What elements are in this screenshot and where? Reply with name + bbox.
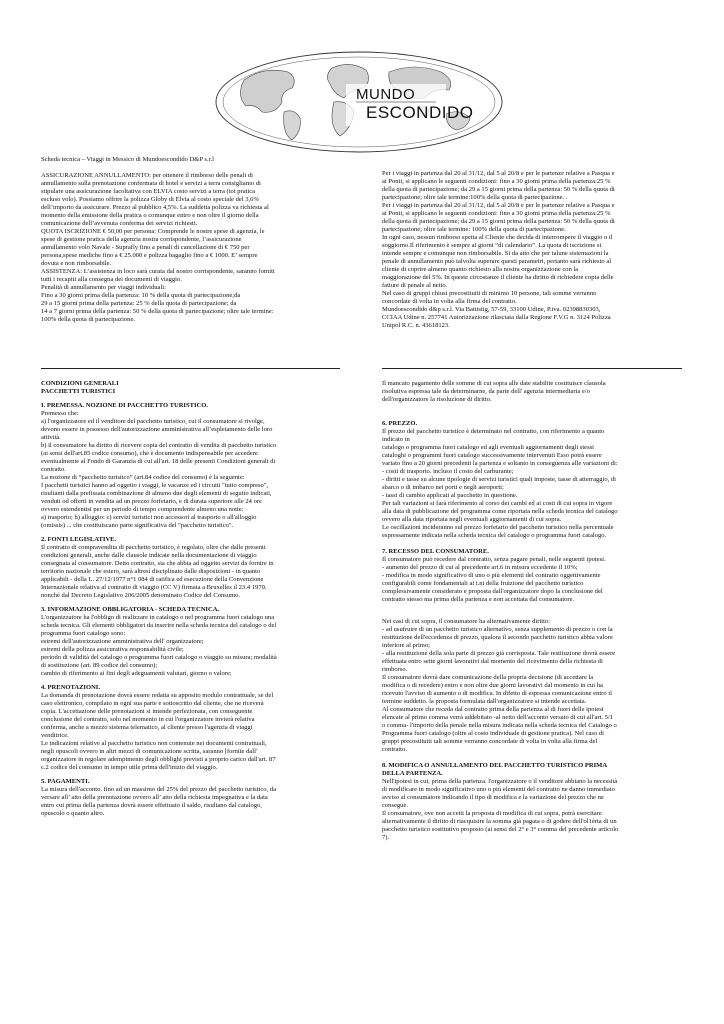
line: sbarco o di imbarco nei porti e negli aeroporti; [382, 484, 504, 491]
line: inferiore al primo; [382, 642, 430, 649]
line: concordate di volta in volta alla firma del contratto. [382, 298, 517, 305]
line: Il consumatore può recedere dal contratto, senza pagare penali, nelle seguenti ipotesi. [382, 556, 606, 563]
line: Le oscillazioni incideranno sul prezzo forfetario del pacchetto turistico nella percentuale [382, 524, 614, 531]
line: Programma fuori catalogo (oltre al costo individuale di gestione pratica). Nel caso di [382, 730, 604, 737]
line: Per tali variazioni si farà riferimento al corso dei cambi ed ai costi di cui sopra in vigore [382, 500, 613, 507]
line: territorio nazionale che estero, sarà altresì disciplinato dalle disposizioni - in quanto [41, 568, 261, 575]
line: Nell'ipotesi in cui, prima della partenza. l'organizzatore o il venditore abbiano la necessità [382, 778, 618, 785]
line: ovvero estendentisi per un periodo di tempo comprendente almeno una notte: [41, 506, 244, 513]
line: Nei casi di cui sopra, il consumatore ha alternativamente diritto: [382, 618, 550, 625]
line: modifica o di recedere) entro e non oltre due giorni lavorativi dal momento in cui ha [382, 682, 603, 689]
line: dell'organizzatore la risoluzione di diritto. [382, 396, 492, 403]
line: maggiorazione del 5%. In queste circostanze il cliente ha diritto di richiedere copia delle [382, 274, 614, 281]
line: ovvero alla data riportata negli eventuali aggiornamenti di cui sopra. [382, 516, 562, 523]
line: variato fino a 20 giorni precedenti la partenza e soltanto in conseguenza alle variazioni di: [382, 460, 618, 467]
line: Il prezzo del pacchetto turistico è determinato nel contratto, con riferimento a quanto [382, 428, 605, 435]
line: consegue. [382, 802, 408, 809]
line: b) il consumatore ha diritto di ricevere copia del contratto di vendita di pacchetto turistico [41, 442, 277, 449]
line: consegnata al consumatore. Detto contratto, sia che abbia ad oggetto servizi da fornire in [41, 560, 274, 567]
line: comunicazione dell’avvenuta conferma dei servizi richiesti. [41, 220, 198, 227]
section-4-title: 4. PRENOTAZIONI. [41, 684, 100, 691]
line: Penalità di annullamento per viaggi individuali: [41, 284, 166, 291]
line: escluso volo). Possiamo offrire la polizza Globy di Elvia al costo speciale del 3,6% [41, 196, 259, 203]
line: Per i viaggi in partenza dal 20 al 31/12, dal 5 al 20/8 e per le partenze relative a Pasqua e [382, 170, 615, 177]
line: CCIAA Udine n. 257741 Autorizzazione rilasciata dalla Regione F.V.G n. 3124 Polizza [382, 314, 611, 321]
line: persona,spese mediche fino a € 25.000 e polizza bagaglio fino a € 1000. E’ sempre [41, 252, 258, 259]
scheda-lines [41, 172, 336, 324]
line: catalogo o programma fuori catalogo ed agli eventuali aggiornamenti degli stessi [382, 444, 594, 451]
scheda-title: Scheda tecnica – Viaggi in Messico di Mundoescondido D&P s.r.l [41, 156, 214, 163]
line: La misura dell'acconto. fino ad un massimo del 25% del prezzo del pacchetto turistico, da [41, 786, 276, 793]
section-heading: CONDIZIONI GENERALI [41, 380, 119, 387]
line: a) l'organizzatore ed il venditore del pacchetto turistico, cui il consumatore si rivolge, [41, 418, 265, 425]
line: Il consumatore, ove non accetti la proposta di modifica di cui sopra, potrà esercitare [382, 810, 602, 817]
mundo-escondido-logo [214, 50, 504, 154]
line: QUOTA ISCRIZIONE € 50,00 per persona: Comprende le nostre spese di agenzia, le [41, 228, 265, 235]
line: alternativamente il diritto di riacquisire la somma già pagata o di godere dell'ol1èrta di un [382, 818, 617, 825]
line: termine suddetto. la proposta formulata dall'organizzatore si intende accettata. [382, 698, 587, 705]
divider-right [382, 368, 682, 369]
line: In ogni caso, nessun rimborso spetta al Cliente che decida di interrompere il viaggio o il [382, 234, 613, 241]
line: Il contratto di compravendita di pacchetto turistico, è regolato, oltre che dalle presenti [41, 544, 266, 551]
line: ricevuto l'avviso di aumento o di modifica. In difetto di espressa comunicazione entro il [382, 690, 612, 697]
line: elencate al primo comma verrà addebitato -al netto dell'acconto versato di cui all'art. 5/1 [382, 714, 614, 721]
line: della quota di partecipazione; da 29 a 15 giorni prima della partenza: 50 % della quota di [382, 218, 615, 225]
line: estremi della polizza assicurativa responsabilità civile; [41, 646, 184, 653]
line: applicabili - della L. 27/12/1977 n°1 084 di ratifica ed esecuzione della Convenzione [41, 576, 264, 583]
line: gruppi precostituiti tali somme verranno concordate di volta in volta alla firma del [382, 738, 598, 745]
line: o comma- l'importo della penale nella misura indicata nella scheda tecnica del Catalogo o [382, 722, 617, 729]
line: venditrice. [41, 732, 69, 739]
line: versare all’ atto della prenotazione ovvero all’ atto della richiesta impegnativa e la data [41, 794, 268, 801]
logo-text-escondido: ESCONDIDO [366, 103, 474, 122]
line: espressamente indicata nella scheda tecnica del catalogo o programma fuori catalogo. [382, 532, 607, 539]
line: - modifica in modo significativo di uno o più elementi del contratto oggettivamente [382, 572, 601, 579]
line: - tassi di cambio applicati al pacchetto in questione. [382, 492, 518, 499]
line: (omissis) ... che costituiscano parte significativa del "pacchetto turistico". [41, 522, 234, 529]
penali-block [382, 170, 682, 330]
line: partecipazione; oltre tale termine: 100% della quota di partecipazione. [382, 226, 566, 233]
line: - diritti e tasse su alcune tipologie di servizi turistici quali imposte, tasse di atterraggio, di [382, 476, 616, 483]
line: (ai sensi dell'art.85 codice consumo), che è documento indispensabile per accedere [41, 450, 258, 457]
condizioni-generali-left [41, 380, 340, 818]
line: avviso al consumatore indicando il tipo di modifica e la variazione del prezzo che ne [382, 794, 604, 801]
section-heading: PACCHETTI TURISTICI [41, 388, 116, 395]
line: indicato in [382, 436, 410, 443]
line: organizzatore in regolare adempimento degli obblighi previsti a proprio carico dall'art. 87 [41, 756, 276, 763]
condizioni-generali-right [382, 380, 682, 842]
line: Per i viaggi in partenza dal 20 al 31/12, dal 5 al 20/8 e per le partenze relative a Pasqua e [382, 202, 615, 209]
line: di modificare in modo significativo uno o più elementi del contratto ne danno immediato [382, 786, 615, 793]
section-8-title-cont: DELLA PARTENZA. [382, 770, 443, 777]
section-3-title: 3. INFORMAZIONE OBBLIGATORIA - SCHEDA TECNICA. [41, 606, 220, 613]
line: nonché dal Decreto Legislativo 206/2005 denominato Codice del Consumo. [41, 592, 241, 599]
line: La nozione di “pacchetto turistico” (art.84 codice del consumo) è la seguente: [41, 474, 245, 481]
line: caso elettronico, compilato in ogni sua parte e sottoscritto dal cliente, che ne riceverà [41, 700, 264, 707]
line: ASSISTENZA: L’assistenza in loco sarà curata dal nostro corrispondente, saranno forniti [41, 268, 275, 275]
line: rimborso. [382, 666, 408, 673]
line: Le indicazioni relative al pacchetto turistico non contenute nei documenti contrattuali, [41, 740, 267, 747]
line: Unipol R.C. n. 43618123. [382, 322, 450, 329]
scheda-tecnica-block [41, 156, 336, 324]
line: ai Ponti, si applicano le seguenti condizioni: fino a 30 giorni prima della partenza:25 % [382, 210, 611, 217]
line: cataloghi o programmi fuori catalogo successivamente intervenuti Esso potrà essere [382, 452, 602, 459]
line: configurabili come fondamentali ai t.ni della fruizione del pacchetto turistico [382, 580, 584, 587]
line: alla data di pubblicazione del programma come riportata nella scheda tecnica del catalogo [382, 508, 618, 515]
line: copia. L'accettazione delle prenotazioni si intende perfezionata, con conseguente [41, 708, 253, 715]
divider-left [41, 368, 340, 369]
line: estremi dell'autorizzazione amministrativa dell' organizzatore; [41, 638, 204, 645]
line: - ad usufruire di un pacchetto turistico alternativo, senza supplemento di prezzo o con la [382, 626, 613, 633]
line: devono essere in possesso dell'autorizzazione amministrativa all’espletamento delle loro [41, 426, 273, 433]
line: Premesso che: [41, 410, 79, 417]
section-6-title: 6. PREZZO. [382, 420, 418, 427]
line: eventualmente al Fondo di Garanzia di cui all'art. 18 delle presenti Condizioni generali di [41, 458, 276, 465]
line: L'organizzatore ha l'obbligo di realizzare in catalogo o nel programma fuori catalogo una [41, 614, 275, 621]
line: conferma, anche a mezzo sistema telematico, al cliente presso l'agenzia di viaggi [41, 724, 253, 731]
line: dell’importo da assicurare. Prezzo al pubblico 4,5%. La suddetta polizza va richiesta al [41, 204, 269, 211]
line: scheda tecnica. Gli elementi obbligatori da inserire nella scheda tecnica del catalogo o del [41, 622, 277, 629]
line: a) trasporto; b) alloggio: c) servizi turistici non accessori al trasporto o all'alloggio [41, 514, 257, 521]
line: - costi di trasporto. incluso il costo del carburante; [382, 468, 514, 475]
line: contratto. [382, 746, 407, 753]
line: ASSICURAZIONE ANNULLAMENTO: per ottenere il rimborso delle penali di [41, 172, 253, 179]
line: 14 a 7 giorni prima della partenza: 50 % della quota di partecipazione; oltre tale termine: [41, 308, 274, 315]
line: Il mancato pagamento delle somme di cui sopra alle date stabilite costituisce clausola [382, 380, 606, 387]
line: annullamento volo Navale - Suprafly fino a penali di cancellazione di € 750 per [41, 244, 250, 251]
line: fatture di penale al netto. [382, 282, 448, 289]
line: 100% della quota di partecipazione. [41, 316, 135, 323]
line: Fino a 30 giorni prima della partenza: 10 % della quota di partecipazione;da [41, 292, 241, 299]
line: periodo di validità del catalogo o programma fuori catalogo o viaggio su misura; modalità [41, 654, 277, 661]
line: c.2 codice del consumo in tempo utile prima dell'inizio del viaggio. [41, 764, 218, 771]
line: condizioni generali, anche dalle clausole indicate nella documentazione di viaggio [41, 552, 257, 559]
line: dovuta e non rimborsabile. [41, 260, 112, 267]
line: Nel caso di gruppi chiusi precostituiti di minimo 10 persone, tali somme verranno [382, 290, 597, 297]
line: complessivamente considerato e proposta dall'organizzatore dopo la conclusione del [382, 588, 603, 595]
line: risultanti dalla prefissata combinazione di almeno due degli elementi di seguito indicati, [41, 490, 272, 497]
line: spese di gestione pratica della agenzia nostra corrispondente, l’assicurazione [41, 236, 242, 243]
line: penale di annullamento può talvolta superare questi parametri, pertanto sarà richiesto al [382, 258, 612, 265]
line: intende sempre e comunque non rimborsabile. Si da atto che per talune sistemazioni la [382, 250, 609, 257]
line: risolutiva espressa tale da determinarne, da parte dell' agenzia intermediaria e/o [382, 388, 590, 395]
section-5-title: 5. PAGAMENTI. [41, 778, 90, 785]
section-7-title: 7. RECESSO DEL CONSUMATORE. [382, 548, 489, 555]
line: effettuata entro sette giorni lavorativi dal momento del ricevimento della richiesta di [382, 658, 603, 665]
section-2-title: 2. FONTI LEGISLATIVE. [41, 536, 117, 543]
line: 7). [382, 834, 390, 841]
line: opuscolo o quanto altro. [41, 810, 105, 817]
line: venduti od offerti in vendita ad un prezzo forfetario, e di durata superiore alle 24 ore [41, 498, 262, 505]
line: tutti i recapiti alla consegna dei documenti di viaggio. [41, 276, 182, 283]
line: stipulare una assicurazione facoltativa con ELVIA costo servizi a terra (tot pratica [41, 188, 256, 195]
line: entro cui prima della partenza dovrà essere effettuato il saldo, risultano dal catalogo, [41, 802, 262, 809]
line: attività. [41, 434, 61, 441]
line: 29 a 15 giorni prima della partenza: 25 % della quota di partecipazione; da [41, 300, 237, 307]
line: conclusione del contratto, solo nel momento in cui l'organizzatore invierà relativa [41, 716, 255, 723]
line: pacchetto turistico sostitutivo proposto (ai sensi del 2° e 3° comma del precedente articolo [382, 826, 619, 833]
section-8-title: 8. MODIFICA O ANNULLAMENTO DEL PACCHETTO TURISTICO PRIMA [382, 762, 608, 769]
line: partecipazione; oltre tale termine:100% della quota di partecipazione. . [382, 194, 568, 201]
line: programma fuori catalogo sono: [41, 630, 126, 637]
line: cliente di coprire almeno quanto richiesto alla nostra organizzazione con la [382, 266, 579, 273]
line: restituzione dell'eccedenza di prezzo, qualora il secondo pacchetto turistico abbia valore [382, 634, 613, 641]
line: della quota di partecipazione; da 29 a 15 giorni prima della partenza: 50 % della quota di [382, 186, 615, 193]
line: I pacchetti turistici hanno ad oggetto i viaggi, le vacanze ed i circuiti "tutto compreso", [41, 482, 269, 489]
line: contratto stesso ma prima della partenza e non accettata dal consumatore. [382, 596, 575, 603]
logo-text-mundo: MUNDO [356, 86, 416, 103]
line: negli opuscoli ovvero in altri mezzi di comunicazione scritta, saranno [fornite dall' [41, 748, 258, 755]
line: Internazionale relativa al contratto di viaggio (CC V) firmata a Bruxelles il 23.4 1970. [41, 584, 267, 591]
line: soggiorno.Il riferimento è sempre ai giorni “di calendario”. La quota di iscrizione si [382, 242, 602, 249]
line: - aumento del prezzo di cui al precedente art.6 in misura eccedente il 10%; [382, 564, 578, 571]
line: cambio di riferimento ai fini degli adeguamenti valutari, giorno o valore; [41, 670, 232, 677]
line: momento della emissione della pratica o comunque entro e non oltre il giorno della [41, 212, 259, 219]
line: - alla restituzione della sola parte di prezzo già corrisposta. Tale restituzione dovrà essere [382, 650, 616, 657]
line: ai Ponti, si applicano le seguenti condizioni: fino a 30 giorni prima della partenza:25 % [382, 178, 611, 185]
line: di sostituzione (art. 89 codice del consumo); [41, 662, 158, 669]
line: contratto. [41, 466, 66, 473]
section-1-title: I. PREMESSA. NOZIONE DI PACCHETTO TURISTICO. [41, 402, 208, 409]
line: Al consumatore che receda dal contratto prima della partenza al di fuori delle ipotesi [382, 706, 604, 713]
line: La domanda di prenotazione dovrà essere redatta su apposito modulo contrattuale, se del [41, 692, 274, 699]
line: Il consumatore dovrà dare comunicazione della propria decisione (di accettare la [382, 674, 594, 681]
line: annullamento sulla prenotazione confermata di hotel e servizi a terra consigliamo di [41, 180, 261, 187]
line: Mundoescondido d&p s.r.l. Via Battistig, 57-59, 33100 Udine, P.iva. 02398830303, [382, 306, 601, 313]
